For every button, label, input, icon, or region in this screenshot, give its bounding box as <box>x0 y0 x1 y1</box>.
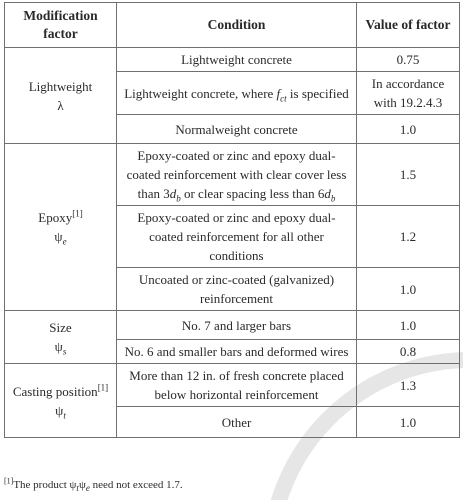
table-row <box>5 311 460 340</box>
factor-name: Casting position[1] <box>12 382 109 399</box>
footnote: [1]The product $\psi_t\psi_e$ need not exceed 1.7. <box>4 476 183 494</box>
condition-cell: Other <box>117 407 357 438</box>
header-factor: Modification factor <box>5 3 117 48</box>
table-row <box>5 364 460 407</box>
table-row <box>5 144 460 206</box>
factor-name: Epoxy[1] <box>38 208 83 225</box>
header-value: Value of factor <box>357 3 460 48</box>
value-cell: 0.8 <box>357 340 460 364</box>
condition-cell: Uncoated or zinc-coated (galvanized) reinforcement <box>117 268 357 311</box>
factor-symbol: $\psi_e$ <box>54 229 67 247</box>
value-cell: 1.0 <box>357 311 460 340</box>
factor-name: Lightweight <box>28 78 93 94</box>
factor-epoxy <box>5 144 117 311</box>
value-cell: 1.2 <box>357 206 460 268</box>
factor-name: Size <box>49 320 72 335</box>
factor-lightweight <box>5 48 117 144</box>
value-cell: 0.75 <box>357 48 460 72</box>
condition-cell: Lightweight concrete <box>117 48 357 72</box>
value-cell: 1.0 <box>357 268 460 311</box>
condition-cell: Normalweight concrete <box>117 115 357 144</box>
condition-cell: No. 6 and smaller bars and deformed wires <box>117 340 357 364</box>
factor-size <box>5 311 117 364</box>
condition-cell: More than 12 in. of fresh concrete placed below horizontal reinforcement <box>117 364 357 407</box>
factor-symbol: λ <box>57 97 64 113</box>
value-cell: 1.0 <box>357 407 460 438</box>
value-cell: 1.5 <box>357 144 460 206</box>
condition-cell: Lightweight concrete, where $f_{ct}$ is specified <box>117 72 357 115</box>
value-cell: In accordance with 19.2.4.3 <box>357 72 460 115</box>
header-row <box>5 3 460 48</box>
header-condition: Condition <box>117 3 357 48</box>
condition-cell: Epoxy-coated or zinc and epoxy dual-coated reinforcement for all other conditions <box>117 206 357 268</box>
value-cell: 1.3 <box>357 364 460 407</box>
factor-symbol: $\psi_s$ <box>54 339 67 357</box>
table-row <box>5 48 460 72</box>
factor-casting <box>5 364 117 438</box>
condition-cell: Epoxy-coated or zinc and epoxy dual-coated reinforcement with clear cover less than $3d_b$ or clear spacing less than $6d_b$ <box>117 144 357 206</box>
value-cell: 1.0 <box>357 115 460 144</box>
modification-factors-table <box>4 2 460 438</box>
factor-symbol: $\psi_t$ <box>55 402 66 421</box>
condition-cell: No. 7 and larger bars <box>117 311 357 340</box>
